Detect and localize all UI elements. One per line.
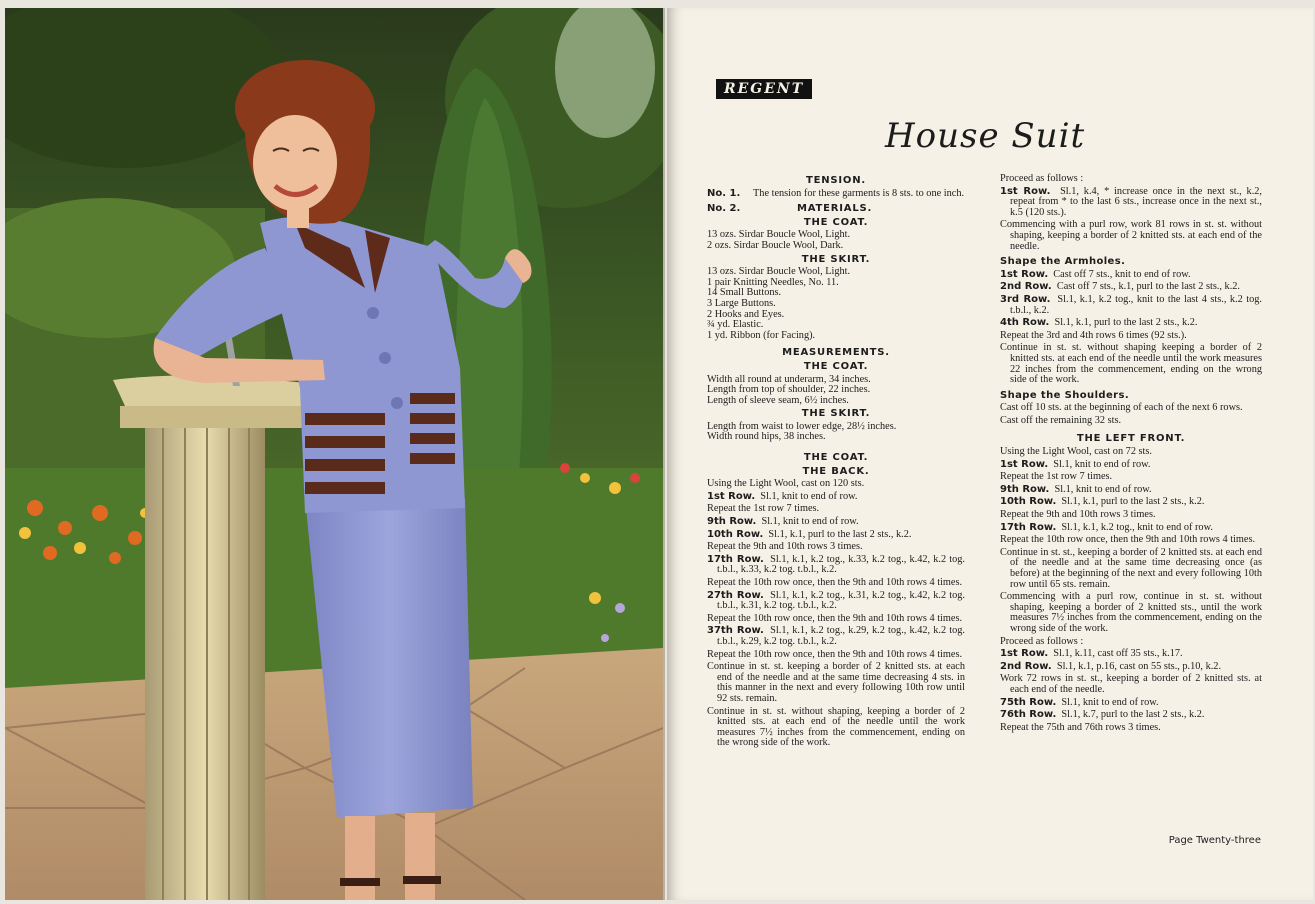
row-label: 17th Row. [707,553,764,565]
instruction-row [1000,548,1262,590]
row-text: Sl.1, knit to end of row. [761,516,859,528]
text-line: Length of sleeve seam, 6½ inches. [707,394,849,406]
row-label: 27th Row. [707,589,764,601]
row-label: 9th Row. [707,516,757,528]
instruction-row [707,662,965,704]
row-text: Cast off 7 sts., k.1, purl to the last 2 sts., k.2. [1056,281,1240,293]
row-text: Repeat the 9th and 10th rows 3 times. [1000,509,1156,521]
no2-label: No. 2. [707,203,741,215]
row-text: Using the Light Wool, cast on 120 sts. [707,478,865,490]
instruction-row [1000,649,1262,660]
instruction-row [707,650,965,661]
row-text: Sl.1, k.1, k.2 tog., k.33, k.2 tog., k.42, k.2 tog. t.b.l., k.33, k.2 tog. t.b.l., k.2. [717,553,965,576]
row-text: Commencing with a purl row, continue in st. st. without shaping, keeping a border of 2 knitted sts., until the work measures 7½ inches from the commencement, ending on the wrong side of the work. [1000,591,1262,634]
instruction-row [1000,510,1262,521]
row-text: Repeat the 75th and 76th rows 3 times. [1000,721,1161,733]
row-label: 10th Row. [707,528,764,540]
armholes-heading: Shape the Armholes. [1000,256,1126,268]
left-front-instructions [1000,447,1262,733]
no1-text: The tension for these garments is 8 sts. to one inch. [753,187,965,199]
row-label: 1st Row. [1000,458,1049,470]
instruction-row [707,614,965,625]
garden-scene-illustration [5,8,663,900]
measurements-skirt-list [707,422,965,443]
row-text: Repeat the 1st row 7 times. [707,503,820,515]
instruction-row [707,504,965,515]
instruction-row [1000,497,1262,508]
text-line: 2 ozs. Sirdar Boucle Wool, Dark. [707,239,844,251]
row-text: Sl.1, knit to end of row. [760,490,858,502]
row-text: Work 72 rows in st. st., keeping a border of 2 knitted sts. at each end of the needle. [1000,673,1262,695]
back-heading: THE BACK. [802,465,870,477]
instruction-row [1000,416,1262,427]
row-text: Cast off 10 sts. at the beginning of each of the next 6 rows. [1000,402,1243,414]
tension-no1 [707,189,965,200]
skirt-materials-list [707,267,965,341]
row-text: Repeat the 10th row once, then the 9th and 10th rows 4 times. [707,577,963,588]
proceed-instructions [1000,174,1262,252]
text-line: Width all round at underarm, 34 inches. [707,373,871,385]
left-front-heading: THE LEFT FRONT. [1076,433,1186,445]
instruction-row [707,707,965,749]
row-text: Repeat the 10th row once, then the 9th and 10th rows 4 times. [707,612,963,624]
instruction-row [1000,187,1262,219]
instruction-row [707,591,965,612]
coat-heading: THE COAT. [803,216,869,228]
instruction-row [1000,710,1262,721]
instruction-row [707,555,965,576]
text-line: 13 ozs. Sirdar Boucle Wool, Light. [707,266,851,278]
row-label: 1st Row. [1000,268,1049,280]
materials-heading: MATERIALS. [797,203,873,215]
row-text: Sl.1, knit to end of row. [1061,696,1159,708]
no1-label: No. 1. [707,187,741,199]
instruction-row [1000,282,1262,293]
row-text: Sl.1, k.1, k.2 tog., knit to the last 4 sts., k.2 tog. t.b.l., k.2. [1010,293,1262,316]
right-text-column [1000,174,1262,735]
instruction-row [707,479,965,490]
instruction-row [1000,723,1262,734]
row-text: Using the Light Wool, cast on 72 sts. [1000,446,1152,458]
row-label: 1st Row. [1000,185,1051,197]
shoulders-heading: Shape the Shoulders. [1000,389,1130,401]
instruction-row [707,517,965,528]
row-label: 10th Row. [1000,496,1057,508]
row-text: Repeat the 9th and 10th rows 3 times. [707,541,863,553]
text-line: Width round hips, 38 inches. [707,431,826,443]
tension-no2 [707,204,965,215]
instruction-row [1000,447,1262,458]
row-text: Continue in st. st. keeping a border of 2 knitted sts. at each end of the needle and at the same time decreasing 4 sts. in this manner in the next and every following 10th row until 92 sts. remain. [707,661,965,704]
measurements-coat-heading: THE COAT. [803,360,869,372]
instruction-row [1000,637,1262,648]
instruction-row [1000,460,1262,471]
row-text: Sl.1, k.1, p.16, cast on 55 sts., p.10, k.2. [1056,660,1222,672]
row-label: 76th Row. [1000,709,1057,721]
row-label: 2nd Row. [1000,281,1052,293]
page-title: House Suit [885,116,1086,156]
instruction-row [707,530,965,541]
text-line: Length from waist to lower edge, 28½ inches. [707,420,897,432]
row-text: Proceed as follows : [1000,173,1084,184]
brand-label: REGENT [716,79,812,99]
row-label: 9th Row. [1000,483,1050,495]
row-text: Continue in st. st., keeping a border of 2 knitted sts. at each end of the needle and at the same time decreasing once (as before) at the beginning of the next and every following 10th row until 65 sts. remain. [1000,546,1262,590]
text-line: 1 pair Knitting Needles, No. 11. [707,276,839,288]
row-label: 75th Row. [1000,696,1057,708]
row-text: Repeat the 3rd and 4th rows 6 times (92 sts.). [1000,329,1187,341]
coat-materials-list [707,230,965,251]
row-text: Sl.1, k.1, purl to the last 2 sts., k.2. [1054,317,1198,329]
row-text: Continue in st. st. without shaping keeping a border of 2 knitted sts. at each end of the needle until the work measures 22 inches from the commencement, ending on the wrong side of the work. [1000,342,1262,386]
instruction-row [1000,174,1262,185]
instruction-row [1000,523,1262,534]
coat2-heading: THE COAT. [803,452,869,464]
row-label: 1st Row. [1000,648,1049,660]
instruction-row [707,626,965,647]
instruction-row [1000,535,1262,546]
row-text: Sl.1, k.7, purl to the last 2 sts., k.2. [1061,709,1205,721]
instruction-row [1000,472,1262,483]
row-label: 17th Row. [1000,521,1057,533]
instruction-row [1000,343,1262,385]
row-text: Sl.1, k.1, k.2 tog., knit to end of row. [1061,521,1213,533]
instruction-row [1000,662,1262,673]
row-text: Continue in st. st. without shaping, keeping a border of 2 knitted sts. at each end of the needle until the work measures 7½ inches from the commencement, ending on the wrong side of the work. [707,705,965,749]
row-label: 37th Row. [707,625,764,637]
tension-heading: TENSION. [805,175,866,186]
row-text: Sl.1, k.1, purl to the last 2 sts., k.2. [1061,496,1205,508]
measurements-heading: MEASUREMENTS. [782,347,890,359]
row-text: Cast off the remaining 32 sts. [1000,414,1122,426]
row-text: Sl.1, knit to end of row. [1053,458,1151,470]
row-label: 2nd Row. [1000,660,1052,672]
row-label: 4th Row. [1000,317,1050,329]
row-text: Cast off 7 sts., knit to end of row. [1053,268,1191,280]
instruction-row [1000,403,1262,414]
measurements-skirt-heading: THE SKIRT. [801,408,871,420]
text-line: 14 Small Buttons. [707,287,782,299]
skirt-heading: THE SKIRT. [801,253,871,265]
instruction-row [1000,295,1262,316]
instruction-row [1000,485,1262,496]
row-text: Sl.1, k.1, k.2 tog., k.29, k.2 tog., k.42, k.2 tog. t.b.l., k.29, k.2 tog. t.b.l., k.2. [717,625,965,647]
text-line: 2 Hooks and Eyes. [707,308,785,320]
text-line: ¾ yd. Elastic. [707,319,764,331]
page-number: Page Twenty-three [1168,835,1261,846]
text-line: 1 yd. Ribbon (for Facing). [707,329,816,341]
row-text: Proceed as follows : [1000,635,1084,647]
row-label: 3rd Row. [1000,293,1051,305]
instruction-row [1000,331,1262,342]
row-text: Commencing with a purl row, work 81 rows in st. st. without shaping, keeping a border of 2 knitted sts. at each end of the needle. [1000,219,1262,252]
row-text: Sl.1, k.11, cast off 35 sts., k.17. [1053,648,1183,660]
instruction-row [1000,270,1262,281]
row-label: 1st Row. [707,490,756,502]
instruction-row [707,542,965,553]
row-text: Sl.1, k.1, purl to the last 2 sts., k.2. [768,528,912,540]
instruction-row [1000,220,1262,252]
text-line: 3 Large Buttons. [707,297,776,309]
row-text: Repeat the 10th row once, then the 9th and 10th rows 4 times. [707,648,963,660]
instruction-row [1000,318,1262,329]
text-line: Length from top of shoulder, 22 inches. [707,384,871,396]
instruction-row [1000,698,1262,709]
instruction-row [707,492,965,503]
row-text: Repeat the 10th row once, then the 9th and 10th rows 4 times. [1000,534,1256,546]
instruction-row [707,578,965,589]
shoulders-instructions [1000,403,1262,426]
fashion-photo [5,8,665,900]
instruction-row [1000,674,1262,695]
row-text: Sl.1, k.4, * increase once in the next st., k.2, repeat from * to the last 6 sts., increase once in the next st., k.5 (120 sts.). [1010,185,1262,218]
row-text: Repeat the 1st row 7 times. [1000,471,1113,483]
row-text: Sl.1, knit to end of row. [1054,483,1152,495]
armholes-instructions [1000,270,1262,386]
instruction-row [1000,592,1262,634]
pattern-page [667,8,1313,900]
back-instructions [707,479,965,749]
row-text: Sl.1, k.1, k.2 tog., k.31, k.2 tog., k.42, k.2 tog. t.b.l., k.31, k.2 tog. t.b.l., k.2. [717,589,965,612]
left-text-column [707,173,965,751]
measurements-coat-list [707,375,965,407]
text-line: 13 ozs. Sirdar Boucle Wool, Light. [707,229,851,241]
